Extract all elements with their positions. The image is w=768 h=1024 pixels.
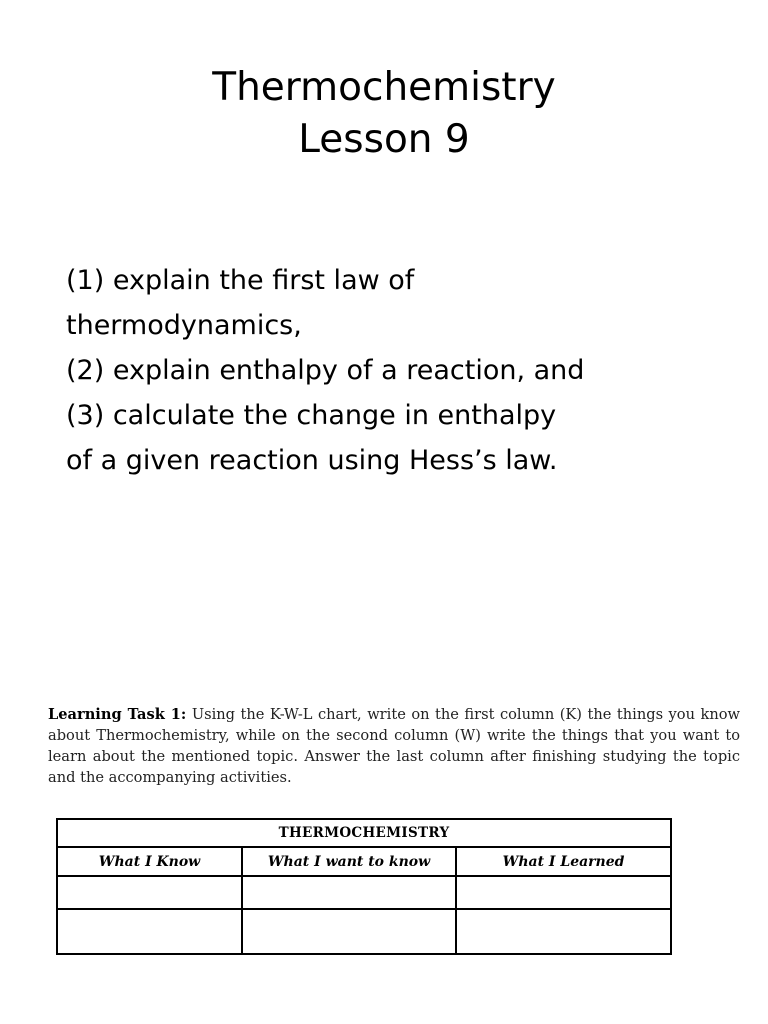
- lesson-title: [0, 62, 768, 166]
- kwl-cell-know[interactable]: [57, 876, 242, 909]
- title-line-2: Lesson 9: [298, 117, 470, 162]
- kwl-cell-learned[interactable]: [456, 876, 671, 909]
- learning-task-label: Learning Task 1:: [48, 706, 187, 723]
- objective-line: thermodynamics,: [66, 310, 302, 341]
- kwl-cell-know[interactable]: [57, 909, 242, 954]
- table-row: [57, 876, 671, 909]
- kwl-chart-table: [56, 818, 672, 955]
- kwl-cell-want[interactable]: [242, 909, 456, 954]
- kwl-column-header-learned: What I Learned: [456, 847, 671, 876]
- learning-task-paragraph: [48, 704, 740, 788]
- table-row: [57, 909, 671, 954]
- objective-line: (2) explain enthalpy of a reaction, and: [66, 355, 585, 386]
- objective-line: (3) calculate the change in enthalpy: [66, 400, 557, 431]
- kwl-table-caption: THERMOCHEMISTRY: [57, 819, 671, 847]
- kwl-column-header-want: What I want to know: [242, 847, 456, 876]
- kwl-cell-want[interactable]: [242, 876, 456, 909]
- kwl-cell-learned[interactable]: [456, 909, 671, 954]
- learning-task-text: Using the K-W-L chart, write on the first column (K) the things you know about Thermochemistry, while on the second column (W) write the things that you want to learn about the mentioned topic. Answer the last column after finishing studying the topic and the accompanying activities.: [48, 706, 740, 786]
- title-line-1: Thermochemistry: [212, 65, 556, 110]
- objectives-list: [66, 258, 726, 483]
- objective-line: of a given reaction using Hess’s law.: [66, 445, 558, 476]
- objective-line: (1) explain the first law of: [66, 265, 415, 296]
- kwl-column-header-know: What I Know: [57, 847, 242, 876]
